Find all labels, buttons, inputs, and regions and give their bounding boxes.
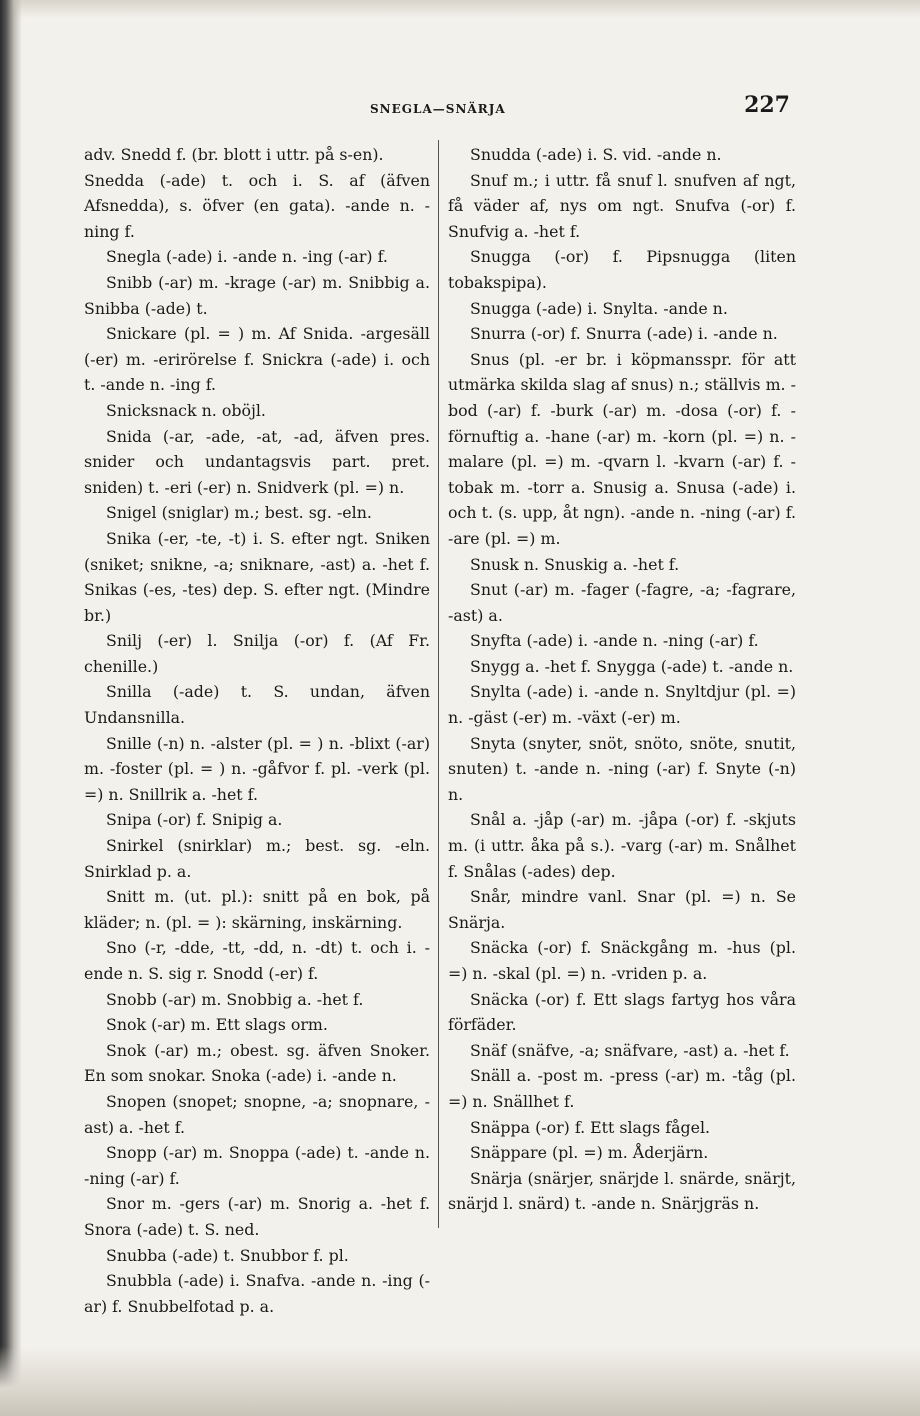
dictionary-entry: Snok (-ar) m. Ett slags orm.: [106, 1015, 328, 1035]
dictionary-entry: Snille (-n) n. -alster (pl. = ) n. -blixt (-ar) m. -foster (pl. = ) n. -gåfvor f. pl. -verk (pl. =) n. Snillrik a. -het f.: [84, 733, 430, 804]
dictionary-entry: Snäcka (-or) f. Ett slags fartyg hos våra förfäder.: [448, 989, 796, 1035]
dictionary-entry: Snugga (-or) f. Pipsnugga (liten tobakspipa).: [448, 247, 796, 292]
dictionary-entry: Snirkel (snirklar) m.; best. sg. -eln. Snirklad p. a.: [84, 836, 430, 881]
dictionary-entry: Snickare (pl. = ) m. Af Snida. -argesäll (-er) m. -erirörelse f. Snickra (-ade) i. och t. -ande n. -ing f.: [84, 324, 430, 395]
right-column: [448, 142, 796, 1217]
dictionary-entry: Snugga (-ade) i. Snylta. -ande n.: [470, 298, 728, 318]
page-binding-shadow: [0, 0, 22, 1416]
dictionary-entry: Snitt m. (ut. pl.): snitt på en bok, på kläder; n. (pl. = ): skärning, inskärning.: [84, 887, 430, 932]
dictionary-entry: Snäll a. -post m. -press (-ar) m. -tåg (pl. =) n. Snällhet f.: [448, 1066, 796, 1111]
left-column: [84, 142, 430, 1319]
dictionary-entry: Snyta (snyter, snöt, snöto, snöte, snutit, snuten) t. -ande n. -ning (-ar) f. Snyte (-n) n.: [448, 733, 796, 804]
dictionary-entry: Snibb (-ar) m. -krage (-ar) m. Snibbig a. Snibba (-ade) t.: [84, 272, 430, 318]
page-number: 227: [744, 92, 790, 118]
dictionary-entry: Snobb (-ar) m. Snobbig a. -het f.: [106, 989, 364, 1009]
dictionary-entry: Snika (-er, -te, -t) i. S. efter ngt. Sniken (sniket; snikne, -a; sniknare, -ast) a. -het f. Snikas (-es, -tes) dep. S. efter ngt. (Mindre br.): [84, 528, 430, 625]
dictionary-entry: Sno (-r, -dde, -tt, -dd, n. -dt) t. och i. -ende n. S. sig r. Snodd (-er) f.: [84, 938, 430, 983]
dictionary-entry: Snusk n. Snuskig a. -het f.: [470, 554, 680, 574]
dictionary-entry: Snopp (-ar) m. Snoppa (-ade) t. -ande n. -ning (-ar) f.: [84, 1143, 430, 1188]
dictionary-entry: Snut (-ar) m. -fager (-fagre, -a; -fagrare, -ast) a.: [448, 580, 796, 625]
running-head: SNEGLA—SNÄRJA: [370, 102, 506, 116]
dictionary-entry: Snyfta (-ade) i. -ande n. -ning (-ar) f.: [470, 631, 759, 651]
dictionary-entry: Snål a. -jåp (-ar) m. -jåpa (-or) f. -skjuts m. (i uttr. åka på s.). -varg (-ar) m. Snålhet f. Snålas (-ades) dep.: [448, 810, 796, 881]
dictionary-entry: Snubba (-ade) t. Snubbor f. pl.: [106, 1245, 349, 1265]
dictionary-entry: Snida (-ar, -ade, -at, -ad, äfven pres. snider och undantagsvis part. pret. sniden) t. -eri (-er) n. Snidverk (pl. =) n.: [84, 426, 430, 497]
dictionary-entry: Snurra (-or) f. Snurra (-ade) i. -ande n.: [470, 324, 778, 344]
page-bottom-shadow: [0, 1346, 920, 1416]
dictionary-entry: Snedda (-ade) t. och i. S. af (äfven Afsnedda), s. öfver (en gata). -ande n. -ning f.: [84, 170, 430, 241]
dictionary-entry: Snäppa (-or) f. Ett slags fågel.: [470, 1117, 711, 1137]
dictionary-entry: Snigel (sniglar) m.; best. sg. -eln.: [106, 503, 372, 523]
dictionary-entry: Snäppare (pl. =) m. Åderjärn.: [470, 1143, 709, 1163]
dictionary-entry: Snäf (snäfve, -a; snäfvare, -ast) a. -het f.: [470, 1040, 790, 1060]
dictionary-entry: Snilla (-ade) t. S. undan, äfven Undansnilla.: [84, 682, 430, 728]
dictionary-entry: Snok (-ar) m.; obest. sg. äfven Snoker. En som snokar. Snoka (-ade) i. -ande n.: [84, 1040, 430, 1086]
dictionary-entry: Snäcka (-or) f. Snäckgång m. -hus (pl. =) n. -skal (pl. =) n. -vriden p. a.: [448, 938, 796, 983]
page-top-shadow: [0, 0, 920, 18]
dictionary-entry: Snygg a. -het f. Snygga (-ade) t. -ande n.: [470, 656, 794, 676]
dictionary-entry: Snylta (-ade) i. -ande n. Snyltdjur (pl. =) n. -gäst (-er) m. -växt (-er) m.: [448, 682, 796, 728]
dictionary-entry: Snärja (snärjer, snärjde l. snärde, snärjt, snärjd l. snärd) t. -ande n. Snärjgräs n.: [448, 1168, 796, 1214]
dictionary-entry: Snegla (-ade) i. -ande n. -ing (-ar) f.: [106, 247, 388, 267]
page-header: [84, 86, 794, 126]
dictionary-entry: Snopen (snopet; snopne, -a; snopnare, -ast) a. -het f.: [84, 1091, 430, 1137]
dictionary-entry: Snipa (-or) f. Snipig a.: [106, 810, 283, 830]
dictionary-entry: Snubbla (-ade) i. Snafva. -ande n. -ing (-ar) f. Snubbelfotad p. a.: [84, 1271, 430, 1316]
dictionary-entry: Snuf m.; i uttr. få snuf l. snufven af ngt, få väder af, nys om ngt. Snufva (-or) f. Snufvig a. -het f.: [448, 170, 796, 241]
dictionary-entry: adv. Snedd f. (br. blott i uttr. på s-en).: [84, 145, 384, 164]
column-divider: [438, 140, 439, 1228]
dictionary-entry: Snudda (-ade) i. S. vid. -ande n.: [470, 145, 722, 164]
dictionary-entry: Snicksnack n. oböjl.: [106, 400, 266, 420]
dictionary-entry: Snor m. -gers (-ar) m. Snorig a. -het f. Snora (-ade) t. S. ned.: [84, 1194, 430, 1239]
dictionary-entry: Snus (pl. -er br. i köpmansspr. för att utmärka skilda slag af snus) n.; ställvis m. -bod (-ar) f. -burk (-ar) m. -dosa (-or) f. -förnuftig a. -hane (-ar) m. -korn (pl. =) n. -malare (pl. =) m. -qvarn l. -kvarn (-ar) f. -tobak m. -torr a. Snusig a. Snusa (-ade) i. och t. (s. upp, åt ngn). -ande n. -ning (-ar) f. -are (pl. =) m.: [448, 349, 796, 548]
dictionary-entry: Snilj (-er) l. Snilja (-or) f. (Af Fr. chenille.): [84, 631, 430, 676]
dictionary-entry: Snår, mindre vanl. Snar (pl. =) n. Se Snärja.: [448, 887, 796, 932]
